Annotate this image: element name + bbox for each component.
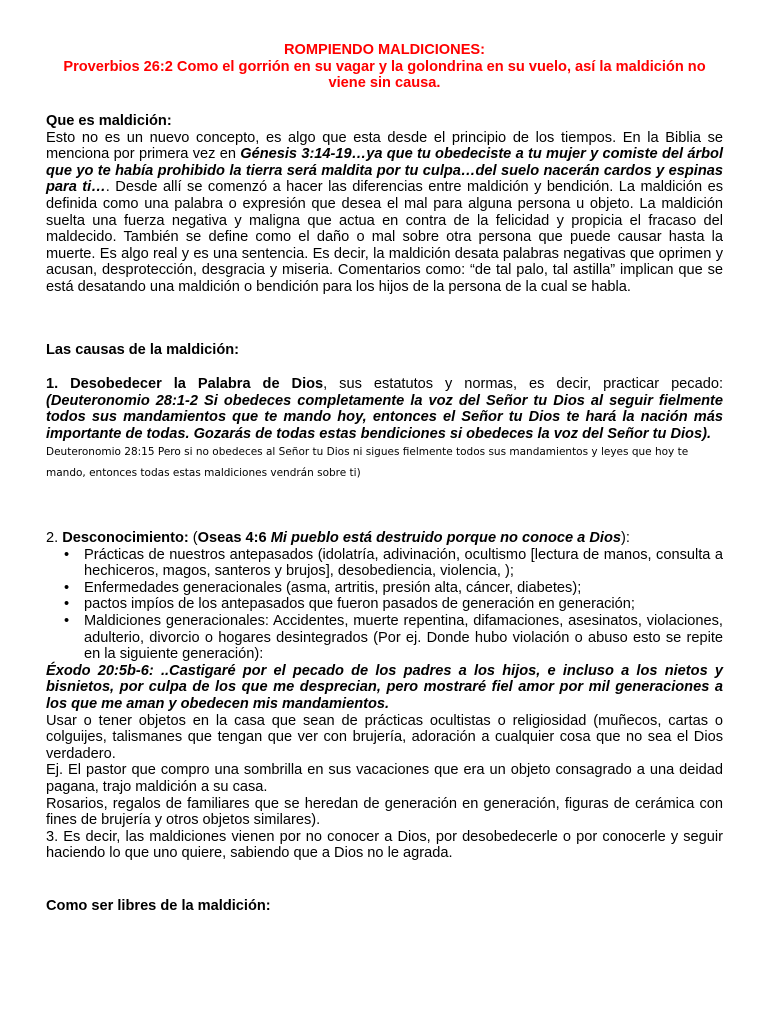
definition-paragraph [46, 130, 723, 296]
header-verse: Proverbios 26:2 Como el gorrión en su vagar y la golondrina en su vuelo, así la maldición no viene sin causa. [63, 58, 706, 92]
section-what-is-curse [46, 113, 723, 296]
list-item: • Enfermedades generacionales (asma, artritis, presión alta, cáncer, diabetes); [84, 580, 723, 597]
summary-paragraph: 3. Es decir, las maldiciones vienen por no conocer a Dios, por desobedecerle o por conocerle y seguir haciendo lo que uno quiere, sabiendo que a Dios no le agrada. [46, 828, 723, 862]
section-heading-freedom: Como ser libres de la maldición: [46, 898, 271, 914]
oseas-ref: Oseas 4:6 [197, 530, 267, 546]
rosaries-paragraph: Rosarios, regalos de familiares que se heredan de generación en generación, figuras de cerámica con fines de brujería y otros objetos similares). [46, 795, 723, 829]
section-freedom [46, 898, 723, 915]
cause-one-paragraph [46, 376, 723, 442]
deuteronomy-small-verse: Deuteronomio 28:15 Pero si no obedeces al Señor tu Dios ni sigues fielmente todos sus mandamientos y leyes que hoy te mando, entonces todas estas maldiciones vendrán sobre ti) [46, 446, 689, 480]
list-item: • pactos impíos de los antepasados que fueron pasados de generación en generación; [84, 596, 723, 613]
section-causes [46, 342, 723, 359]
objects-paragraph: Usar o tener objetos en la casa que sean de prácticas ocultistas o religiosidad (muñecos, cartas o colguijes, talismanes que tengan que ver con brujería, adoración a cualquier cosa que no sea el Dios verdadero. [46, 712, 723, 762]
section-heading-what-is: Que es maldición: [46, 113, 172, 129]
genesis-verse: Génesis 3:14-19…ya que tu obedeciste a tu mujer y comiste del árbol que yo te había prohibido la tierra será maldita por tu culpa…del suelo nacerán cardos y espinas para ti… [46, 146, 724, 196]
list-item: • Maldiciones generacionales: Accidentes, muerte repentina, difamaciones, asesinatos, violaciones, adulterio, divorcio o hogares desintegrados (Por ej. Donde hubo violación o abuso esto se repite en la siguiente generación): [84, 613, 723, 663]
cause-two [46, 530, 723, 862]
definition-intro: Esto no es un nuevo concepto, es algo que esta desde el principio de los tiempos. En la Biblia se menciona por primera vez en [46, 129, 723, 163]
definition-body: . Desde allí se comenzó a hacer las diferencias entre maldición y bendición. La maldición es definida como una palabra o expresión que desea el mal para alguna persona u objeto. La maldición suelta una fuerza negativa y maligna que actua en contra de la felicidad y propicia el fracaso del maldecido. También se define como el daño o mal sobre otra persona que puede causar hasta la muerte. Es algo real y es una sentencia. Es decir, la maldición desata palabras negativas que oprimen y acusan, desprotección, desgracia y miseria. Comentarios como: “de tal palo, tal astilla” implican que se está desatando una maldición o bendición para los hijos de la persona de la cual se habla. [46, 179, 724, 295]
cause-one-label: 1. Desobedecer la Palabra de Dios [46, 376, 324, 392]
example-paragraph: Ej. El pastor que compro una sombrilla en sus vacaciones que era un objeto consagrado a una deidad pagana, trajo maldición a su casa. [46, 762, 723, 795]
cause-two-close: ): [620, 530, 630, 546]
cause-two-label: Desconocimiento: [62, 530, 189, 546]
exodo-verse: Éxodo 20:5b-6: ..Castigaré por el pecado de los padres a los hijos, e incluso a los nietos y bisnietos, por culpa de los que me desprecian, pero mostraré fiel amor por mil generaciones a los que me aman y obedecen mis mandamientos. [46, 662, 723, 712]
oseas-verse: Mi pueblo está destruido porque no conoce a Dios [270, 530, 621, 546]
deuteronomy-verse: (Deuteronomio 28:1-2 Si obedeces completamente la voz del Señor tu Dios al seguir fielmente todos sus mandamientos que te mando hoy, entonces el Señor tu Dios te hará la nación más importante de todas. Gozarás de todas estas bendiciones si obedeces la voz del Señor tu Dios). [46, 392, 723, 442]
cause-one-text: , sus estatutos y normas, es decir, practicar pecado: [323, 376, 723, 392]
cause-two-line [46, 530, 723, 547]
list-item: • Prácticas de nuestros antepasados (idolatría, adivinación, ocultismo [lectura de manos, consulta a hechiceros, magos, santeros y brujos], desobediencia, violencia, ); [84, 547, 723, 580]
document-header [46, 42, 723, 92]
cause-one [46, 376, 723, 484]
section-heading-causes: Las causas de la maldición: [46, 342, 240, 358]
cause-two-list [46, 547, 723, 663]
cause-two-number: 2. [46, 530, 63, 546]
cause-two-open: ( [188, 530, 198, 546]
document-title: ROMPIENDO MALDICIONES: [283, 42, 486, 58]
